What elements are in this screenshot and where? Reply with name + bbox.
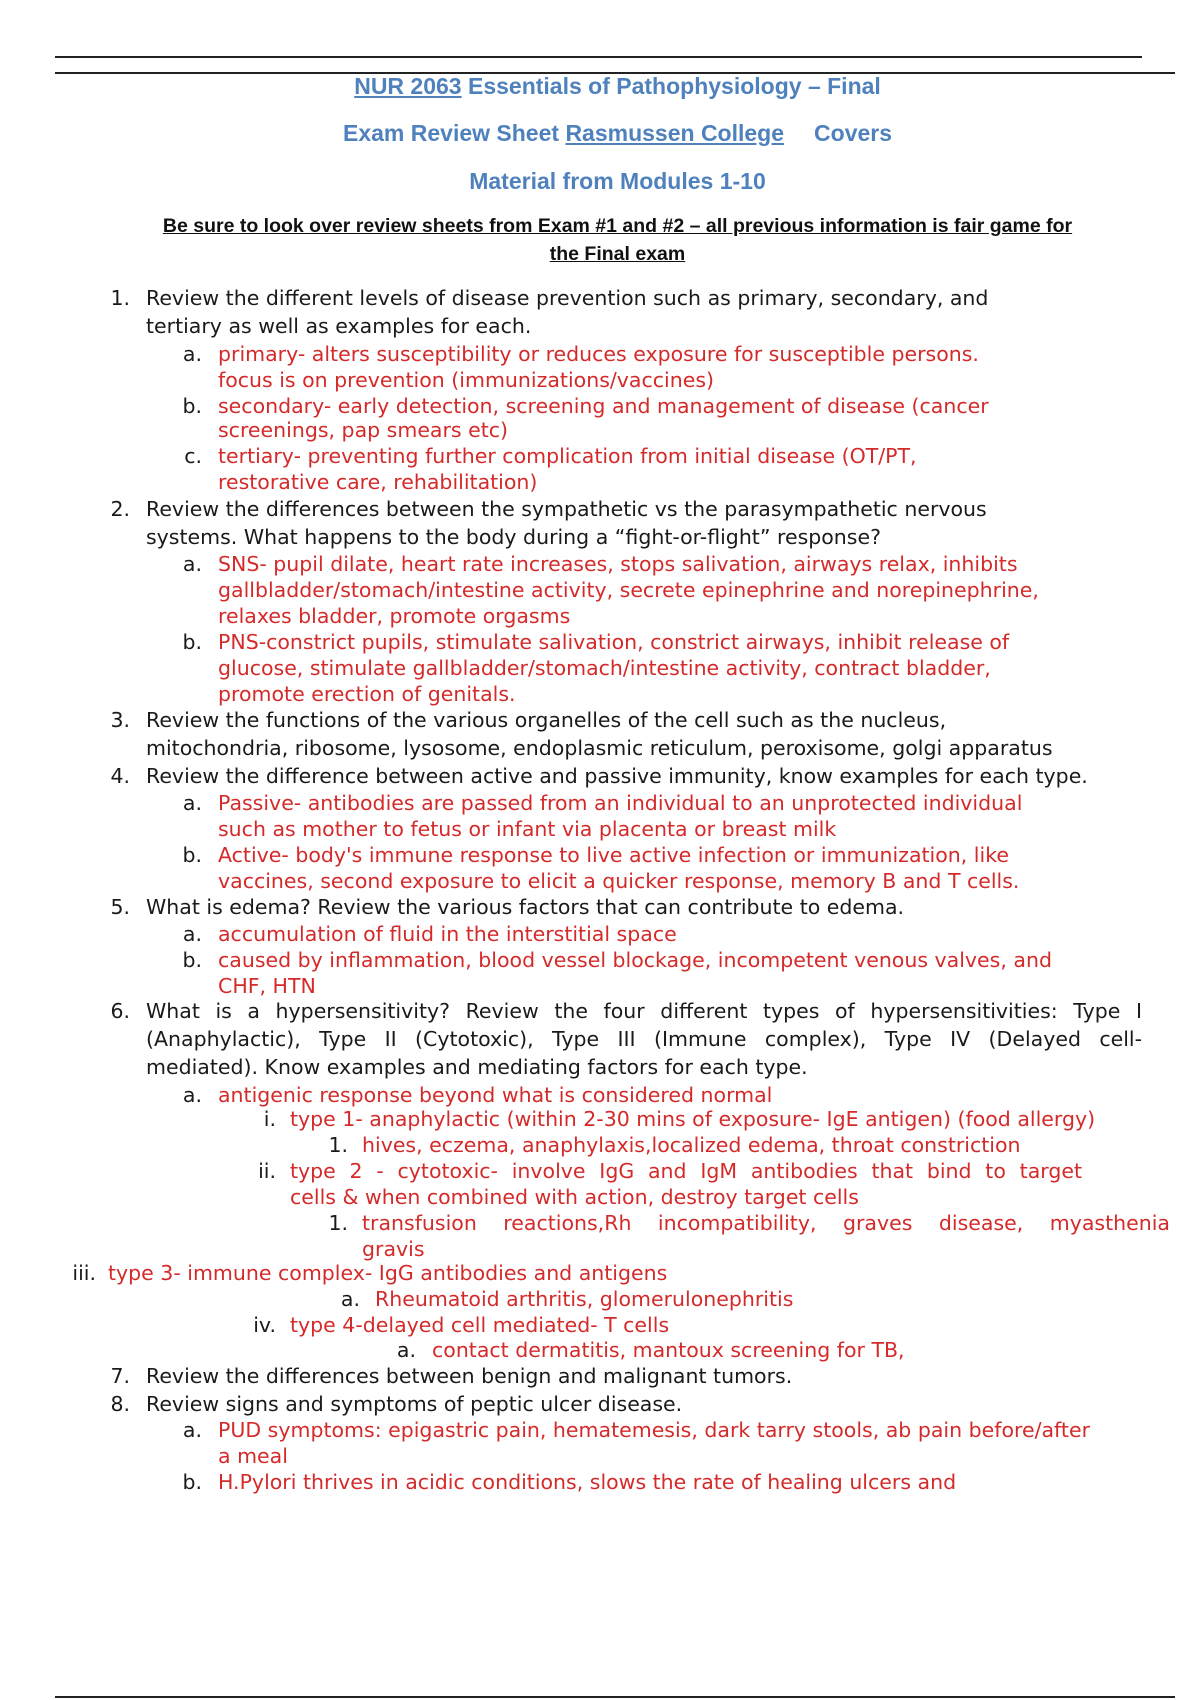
course-title: Essentials of Pathophysiology – Final [461, 73, 881, 99]
answer-text: type 1- anaphylactic (within 2-30 mins of exposure- IgE antigen) (food allergy) [290, 1107, 1096, 1131]
roman-numeral: i. [263, 1107, 276, 1131]
bottom-rule [55, 1696, 1175, 1698]
item-number: 8. [110, 1392, 130, 1416]
answer-text: Rheumatoid arthritis, glomerulonephritis [375, 1287, 794, 1311]
subtitle-text: Exam Review Sheet [342, 120, 566, 146]
item-number: 1. [110, 286, 130, 310]
instruction-note-line2: the Final exam [549, 243, 686, 265]
answer-text: tertiary- preventing further complication from initial disease (OT/PT, [218, 444, 917, 468]
answer-text: hives, eczema, anaphylaxis,localized edema, throat constriction [362, 1133, 1021, 1157]
question-text: Review the functions of the various organelles of the cell such as the nucleus, [146, 708, 947, 732]
sub-letter: a. [182, 1083, 202, 1107]
answer-text: type 4-delayed cell mediated- T cells [290, 1313, 670, 1337]
question-text: What is edema? Review the various factors that can contribute to edema. [146, 895, 905, 919]
question-text: Review the difference between active and passive immunity, know examples for each type. [146, 764, 1088, 788]
answer-text: transfusion reactions,Rh incompatibility, graves disease, myasthenia [362, 1211, 1170, 1235]
answer-text: gallbladder/stomach/intestine activity, secrete epinephrine and norepinephrine, [218, 578, 1039, 602]
item-number: 5. [110, 895, 130, 919]
sub-letter: a. [182, 552, 202, 576]
answer-text: promote erection of genitals. [218, 682, 516, 706]
sub-letter: b. [182, 394, 202, 418]
document-title [0, 73, 1200, 100]
answer-text: gravis [362, 1237, 425, 1261]
item-number: 2. [110, 497, 130, 521]
question-text: Review the differences between benign and malignant tumors. [146, 1364, 793, 1388]
sub-letter: a. [396, 1338, 416, 1362]
question-text: (Anaphylactic), Type II (Cytotoxic), Type III (Immune complex), Type IV (Delayed cell- [146, 1027, 1142, 1051]
answer-text: such as mother to fetus or infant via placenta or breast milk [218, 817, 837, 841]
answer-text: glucose, stimulate gallbladder/stomach/intestine activity, contract bladder, [218, 656, 991, 680]
question-text: What is a hypersensitivity? Review the four different types of hypersensitivities: Type I [146, 999, 1142, 1023]
answer-text: antigenic response beyond what is considered normal [218, 1083, 773, 1107]
roman-numeral: iv. [253, 1313, 276, 1337]
roman-numeral: iii. [72, 1261, 96, 1285]
answer-text: secondary- early detection, screening and management of disease (cancer [218, 394, 989, 418]
modules-line: Material from Modules 1-10 [469, 168, 766, 194]
answer-text: a meal [218, 1444, 288, 1468]
question-text: mediated). Know examples and mediating factors for each type. [146, 1055, 808, 1079]
sub-letter: b. [182, 630, 202, 654]
sub-letter: a. [182, 791, 202, 815]
roman-numeral: ii. [258, 1159, 276, 1183]
question-text: Review the differences between the sympathetic vs the parasympathetic nervous [146, 497, 987, 521]
item-number: 6. [110, 999, 130, 1023]
sub-letter: c. [184, 444, 202, 468]
answer-text: caused by inflammation, blood vessel blockage, incompetent venous valves, and [218, 948, 1052, 972]
answer-text: PNS-constrict pupils, stimulate salivation, constrict airways, inhibit release of [218, 630, 1010, 654]
question-text: Review signs and symptoms of peptic ulcer disease. [146, 1392, 683, 1416]
answer-text: cells & when combined with action, destroy target cells [290, 1185, 859, 1209]
sub-number: 1. [328, 1211, 348, 1235]
sub-letter: a. [182, 342, 202, 366]
course-code: NUR 2063 [354, 73, 462, 99]
answer-text: type 2 - cytotoxic- involve IgG and IgM antibodies that bind to target [290, 1159, 1082, 1183]
answer-text: accumulation of fluid in the interstitial space [218, 922, 677, 946]
answer-text: Active- body's immune response to live active infection or immunization, like [218, 843, 1009, 867]
sub-letter: b. [182, 843, 202, 867]
answer-text: screenings, pap smears etc) [218, 418, 509, 442]
answer-text: vaccines, second exposure to elicit a quicker response, memory B and T cells. [218, 869, 1020, 893]
instruction-note-line1: Be sure to look over review sheets from Exam #1 and #2 – all previous information is fair game for [162, 215, 1073, 237]
answer-text: Passive- antibodies are passed from an individual to an unprotected individual [218, 791, 1023, 815]
answer-text: focus is on prevention (immunizations/vaccines) [218, 368, 714, 392]
answer-text: H.Pylori thrives in acidic conditions, slows the rate of healing ulcers and [218, 1470, 957, 1494]
answer-text: relaxes bladder, promote orgasms [218, 604, 571, 628]
sub-number: 1. [328, 1133, 348, 1157]
question-text: systems. What happens to the body during a “fight-or-flight” response? [146, 525, 881, 549]
sub-letter: b. [182, 1470, 202, 1494]
item-number: 7. [110, 1364, 130, 1388]
answer-text: SNS- pupil dilate, heart rate increases, stops salivation, airways relax, inhibits [218, 552, 1018, 576]
sub-letter: a. [340, 1287, 360, 1311]
answer-text: PUD symptoms: epigastric pain, hematemesis, dark tarry stools, ab pain before/after [218, 1418, 1090, 1442]
question-text: mitochondria, ribosome, lysosome, endoplasmic reticulum, peroxisome, golgi apparatus [146, 736, 1053, 760]
sub-letter: b. [182, 948, 202, 972]
question-text: tertiary as well as examples for each. [146, 314, 532, 338]
question-text: Review the different levels of disease prevention such as primary, secondary, and [146, 286, 989, 310]
answer-text: restorative care, rehabilitation) [218, 470, 538, 494]
document-subtitle [0, 120, 1200, 147]
item-number: 4. [110, 764, 130, 788]
answer-text: CHF, HTN [218, 974, 316, 998]
answer-text: type 3- immune complex- IgG antibodies and antigens [108, 1261, 668, 1285]
answer-text: primary- alters susceptibility or reduces exposure for susceptible persons. [218, 342, 979, 366]
sub-letter: a. [182, 1418, 202, 1442]
college-name: Rasmussen College [565, 120, 785, 146]
top-rule [55, 56, 1142, 58]
sub-letter: a. [182, 922, 202, 946]
item-number: 3. [110, 708, 130, 732]
answer-text: contact dermatitis, mantoux screening for TB, [432, 1338, 905, 1362]
covers-text: Covers [814, 120, 893, 146]
